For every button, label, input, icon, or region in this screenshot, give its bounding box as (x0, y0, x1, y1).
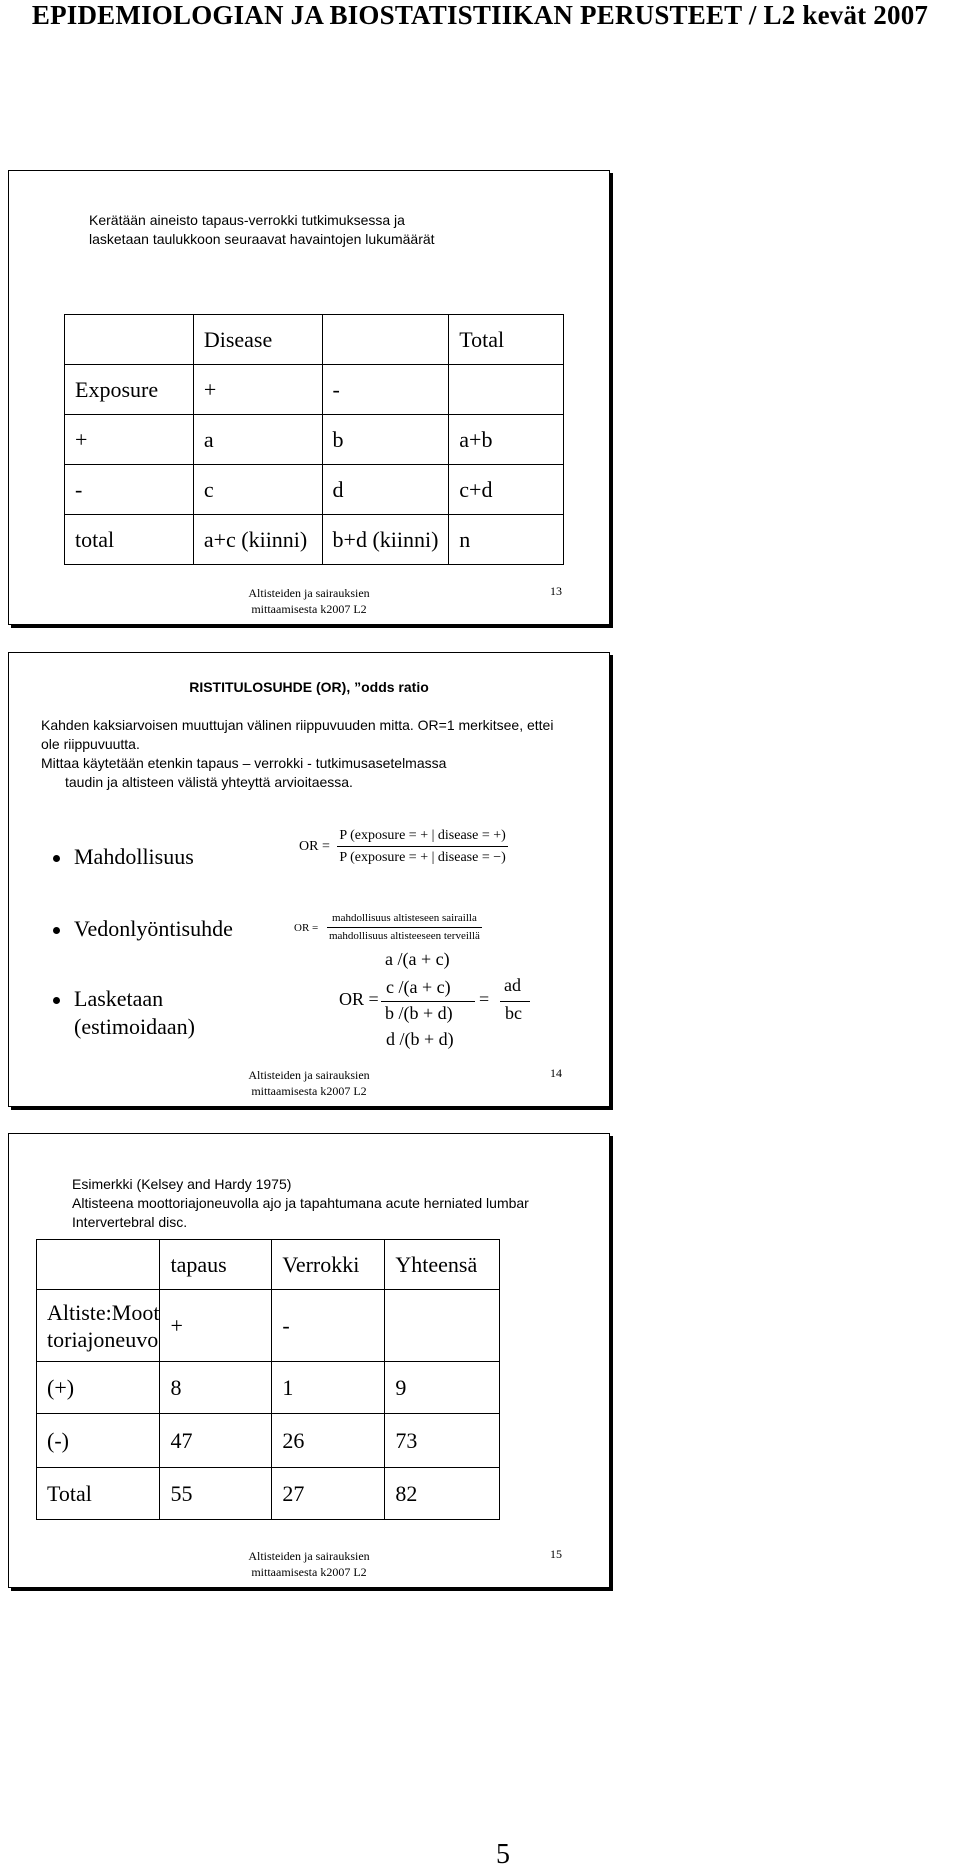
table-row (37, 1414, 500, 1468)
bullet-dot-icon (53, 855, 60, 862)
table-row (37, 1290, 500, 1362)
example-table (36, 1239, 500, 1520)
slide-14-footer (219, 1067, 399, 1099)
bullet-label: Mahdollisuus (74, 844, 194, 869)
formula-top-line: a /(a + c) (385, 949, 450, 969)
slide-13 (8, 170, 610, 625)
formula-lhs: OR = (339, 989, 379, 1009)
fraction-denominator: P (exposure = + | disease = −) (337, 846, 507, 868)
table-cell (385, 1290, 500, 1362)
para2-line-2: taudin ja altisteen välistä yhteyttä arvioitaessa. (65, 774, 353, 790)
bullet-item (53, 986, 163, 1012)
table-row (65, 415, 564, 465)
table-cell: 73 (385, 1414, 500, 1468)
fraction-numerator: c /(a + c) (386, 977, 451, 997)
formula-2 (294, 910, 482, 945)
table-cell: (-) (37, 1414, 160, 1468)
page-number: 5 (496, 1839, 510, 1870)
table-cell: b (322, 415, 449, 465)
table-cell: 47 (160, 1414, 272, 1468)
slide-number: 15 (550, 1547, 562, 1561)
formula-equals: = (479, 989, 490, 1009)
formula-1 (299, 825, 508, 868)
table-cell: - (65, 465, 194, 515)
formula-lhs: OR = (294, 921, 319, 934)
table-row (65, 465, 564, 515)
table-cell: + (160, 1290, 272, 1362)
table-cell: tapaus (160, 1240, 272, 1290)
intro-line-2: Altisteena moottoriajoneuvolla ajo ja tapahtumana acute herniated lumbar (72, 1195, 529, 1211)
slide-15-footer (219, 1548, 399, 1580)
bullet-item (53, 916, 233, 942)
table-cell (322, 315, 449, 365)
table-cell: 8 (160, 1362, 272, 1414)
table-cell: (+) (37, 1362, 160, 1414)
table-row (65, 315, 564, 365)
footer-line-2: mittaamisesta k2007 L2 (251, 1565, 367, 1579)
intro-line-1: Kerätään aineisto tapaus-verrokki tutkimuksessa ja (89, 212, 405, 228)
result-numerator: ad (504, 975, 521, 995)
result-denominator: bc (505, 1003, 522, 1023)
table-cell: a+b (449, 415, 564, 465)
bullet-item (53, 844, 194, 870)
table-cell: 55 (160, 1468, 272, 1520)
para2-line-1: Mittaa käytetään etenkin tapaus – verrokki - tutkimusasetelmassa (41, 755, 447, 771)
fraction-numerator: P (exposure = + | disease = +) (339, 828, 506, 843)
table-cell: 9 (385, 1362, 500, 1414)
footer-line-1: Altisteiden ja sairauksien (248, 586, 370, 600)
table-cell: + (65, 415, 194, 465)
footer-line-2: mittaamisesta k2007 L2 (251, 1084, 367, 1098)
para1-line-2: ole riippuvuutta. (41, 736, 140, 752)
slide-14-paragraph (41, 716, 601, 792)
fraction-denominator: mahdollisuus altisteeseen terveillä (327, 927, 482, 945)
fraction-bar (381, 1001, 475, 1002)
slide-13-footer (219, 585, 399, 617)
formula-fraction (337, 825, 507, 868)
slide-number: 14 (550, 1066, 562, 1080)
table-cell: - (322, 365, 449, 415)
bullet-label: Lasketaan (74, 986, 164, 1011)
table-cell: Verrokki (272, 1240, 385, 1290)
slide-14 (8, 652, 610, 1107)
bullet-label: (estimoidaan) (74, 1014, 195, 1039)
bullet-label: Vedonlyöntisuhde (74, 916, 233, 941)
result-bar (500, 1001, 530, 1002)
bullet-dot-icon (53, 997, 60, 1004)
slide-15-intro (72, 1175, 602, 1232)
slide-15 (8, 1133, 610, 1588)
table-cell: Altiste:Moot toriajoneuvo (37, 1290, 160, 1362)
table-row (37, 1240, 500, 1290)
slide-number: 13 (550, 584, 562, 598)
table-cell: c (193, 465, 322, 515)
table-cell: 1 (272, 1362, 385, 1414)
contingency-table (64, 314, 564, 565)
table-cell (449, 365, 564, 415)
table-row (65, 365, 564, 415)
slide-13-intro (89, 211, 435, 249)
table-cell: - (272, 1290, 385, 1362)
table-cell: + (193, 365, 322, 415)
table-cell: Yhteensä (385, 1240, 500, 1290)
table-cell: Total (449, 315, 564, 365)
table-cell: Disease (193, 315, 322, 365)
table-row (37, 1468, 500, 1520)
table-cell: 27 (272, 1468, 385, 1520)
table-cell: d (322, 465, 449, 515)
footer-line-1: Altisteiden ja sairauksien (248, 1549, 370, 1563)
table-cell: Total (37, 1468, 160, 1520)
table-cell: b+d (kiinni) (322, 515, 449, 565)
formula-fraction (327, 910, 482, 945)
intro-line-3: Intervertebral disc. (72, 1214, 188, 1230)
table-cell: a (193, 415, 322, 465)
table-cell (37, 1240, 160, 1290)
table-cell: 26 (272, 1414, 385, 1468)
para1-line-1: Kahden kaksiarvoisen muuttujan välinen riippuvuuden mitta. OR=1 merkitsee, ettei (41, 717, 554, 733)
formula-lhs: OR = (299, 838, 330, 854)
table-cell: a+c (kiinni) (193, 515, 322, 565)
table-cell: Exposure (65, 365, 194, 415)
table-cell (65, 315, 194, 365)
formula-bottom-line: d /(b + d) (386, 1029, 454, 1049)
footer-line-1: Altisteiden ja sairauksien (248, 1068, 370, 1082)
slide-14-title: RISTITULOSUHDE (OR), ”odds ratio (189, 679, 429, 695)
intro-line-1: Esimerkki (Kelsey and Hardy 1975) (72, 1176, 292, 1192)
fraction-numerator: mahdollisuus altisteseen sairailla (332, 912, 477, 924)
table-row (37, 1362, 500, 1414)
fraction-denominator: b /(b + d) (385, 1003, 453, 1023)
document-header: EPIDEMIOLOGIAN JA BIOSTATISTIIKAN PERUSTEET / L2 kevät 2007 (31, 0, 929, 30)
bullet-item-continuation (74, 1014, 195, 1040)
intro-line-2: lasketaan taulukkoon seuraavat havaintojen lukumäärät (89, 231, 435, 247)
table-row (65, 515, 564, 565)
table-cell: 82 (385, 1468, 500, 1520)
table-cell: c+d (449, 465, 564, 515)
footer-line-2: mittaamisesta k2007 L2 (251, 602, 367, 616)
bullet-dot-icon (53, 927, 60, 934)
table-cell: total (65, 515, 194, 565)
table-cell: n (449, 515, 564, 565)
